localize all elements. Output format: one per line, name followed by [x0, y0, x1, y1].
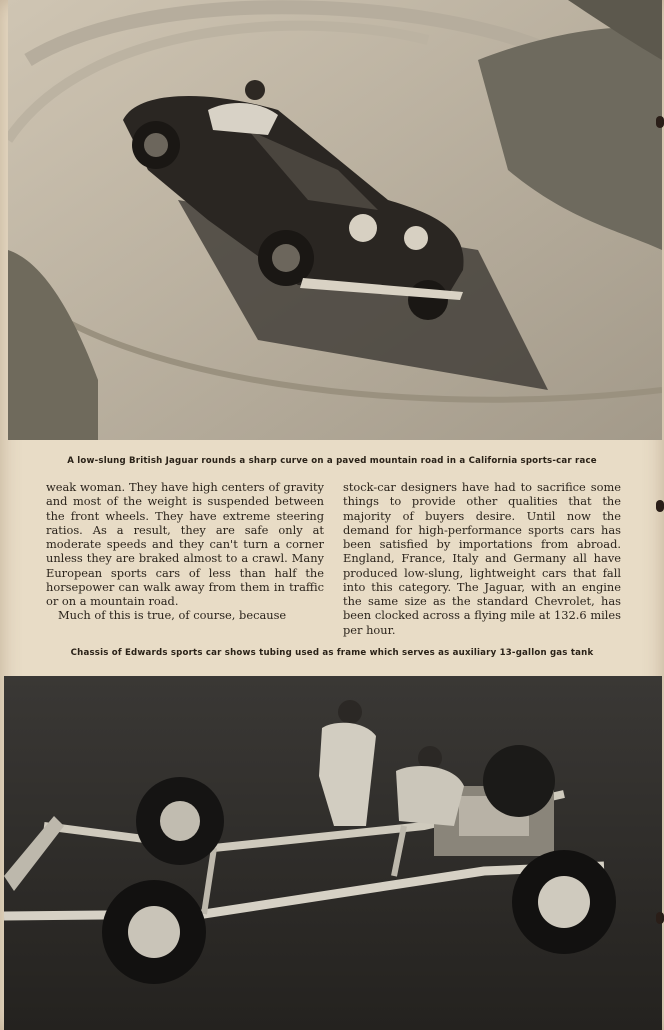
article-paragraph: weak woman. They have high centers of gravity and most of the weight is suspended between the front wheels. They have extreme steering ratios. As a result, they are safe only at moderate speeds and they can't turn a corner unless they are braked almost to a crawl. Many European sports cars of less than half the horsepower can walk away from them in traffic or on a mountain road. — [46, 480, 324, 608]
caption-top: A low-slung British Jaguar rounds a sharp curve on a paved mountain road in a California sports-car race — [67, 456, 597, 466]
article-column-right — [343, 480, 621, 637]
article-paragraph: Much of this is true, of course, because — [58, 608, 287, 623]
binder-hole — [656, 912, 664, 924]
binder-hole — [656, 116, 664, 128]
caption-bottom: Chassis of Edwards sports car shows tubing used as frame which serves as auxiliary 13-gallon gas tank — [70, 648, 594, 658]
article-paragraph: stock-car designers have had to sacrifice some things to provide other qualities that the majority of buyers desire. Until now the demand for high-performance sports cars has been satisfied by importations from abroad. England, France, Italy and Germany all have produced low-slung, lightweight cars that fall into this category. The Jaguar, with an engine the same size as the standard Chevrolet, has been clocked across a flying mile at 132.6 miles per hour. — [343, 480, 621, 637]
binder-hole — [656, 500, 664, 512]
photo-edwards-chassis — [4, 676, 662, 1030]
article-column-left — [46, 480, 324, 623]
photo-jaguar-on-curve — [8, 0, 662, 440]
